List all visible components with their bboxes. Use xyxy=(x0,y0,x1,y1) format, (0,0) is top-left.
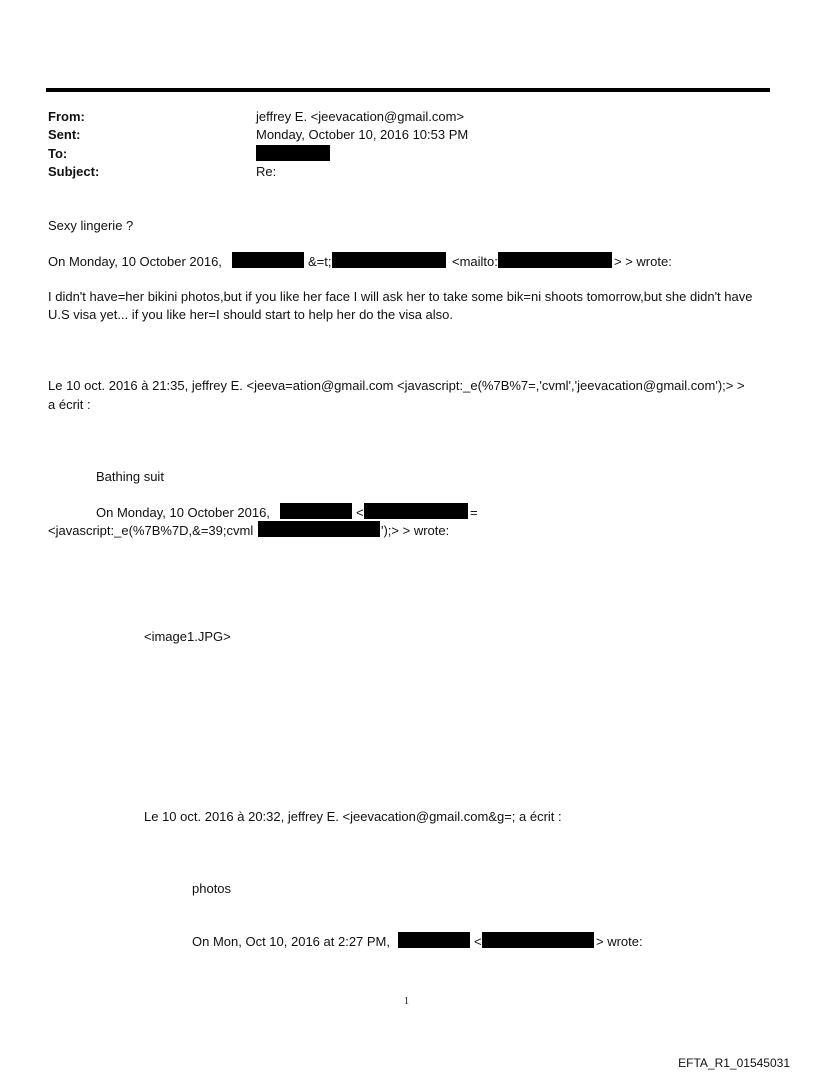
quote1-wrote: > > wrote: xyxy=(614,254,672,269)
subject-value: Re: xyxy=(256,164,277,179)
le1-line: Le 10 oct. 2016 à 21:35, jeffrey E. <jeeva=ation@gmail.com <javascript:_e(%7B%7=,'cvml','jeevacation@gmail.com');> > xyxy=(48,378,745,393)
quote3-lt: < xyxy=(474,934,482,949)
redaction-quote2-name xyxy=(280,503,352,519)
redaction-quote2-email xyxy=(364,503,468,519)
to-label: To: xyxy=(48,146,68,161)
sent-label: Sent: xyxy=(48,127,81,142)
header-rule xyxy=(46,88,770,92)
bathing-suit: Bathing suit xyxy=(96,469,164,484)
sent-value: Monday, October 10, 2016 10:53 PM xyxy=(256,127,469,142)
redaction-quote3-name xyxy=(398,932,470,948)
quote3-wrote: > wrote: xyxy=(596,934,643,949)
photos-line: photos xyxy=(192,881,232,896)
from-label: From: xyxy=(48,109,85,124)
redaction-to xyxy=(256,145,330,161)
body-paragraph: I didn't have=her bikini photos,but if you like her face I will ask her to take some bik=ni shoots tomorrow,but she didn't have U.S visa yet... if you like her=I should start to help her do the visa also. xyxy=(48,289,753,322)
quote3-prefix: On Mon, Oct 10, 2016 at 2:27 PM, xyxy=(192,934,390,949)
body-line-sexy: Sexy lingerie ? xyxy=(48,218,134,233)
le1-ecrit: a écrit : xyxy=(48,397,91,412)
quote1-prefix: On Monday, 10 October 2016, xyxy=(48,254,222,269)
quote1-mailto: <mailto: xyxy=(452,254,498,269)
quote1-entity: &=t; xyxy=(308,254,332,269)
redaction-quote3-email xyxy=(482,932,594,948)
quote2-prefix: On Monday, 10 October 2016, xyxy=(96,505,270,520)
quote2-wrote: ');> > wrote: xyxy=(381,523,450,538)
le2-line: Le 10 oct. 2016 à 20:32, jeffrey E. <jeevacation@gmail.com&g=; a écrit : xyxy=(144,809,562,824)
redaction-quote2-js xyxy=(258,521,380,537)
quote2-lt: < xyxy=(356,505,364,520)
footer-document-id: EFTA_R1_01545031 xyxy=(678,1056,790,1070)
quote2-eq: = xyxy=(470,505,478,520)
quote2-javascript: <javascript:_e(%7B%7D,&=39;cvml xyxy=(48,523,254,538)
page-number: 1 xyxy=(404,996,409,1007)
redaction-quote1-email xyxy=(332,252,446,268)
redaction-quote1-name xyxy=(232,252,304,268)
redaction-quote1-mailto xyxy=(498,252,612,268)
subject-label: Subject: xyxy=(48,164,100,179)
image-attachment: <image1.JPG> xyxy=(144,629,231,644)
from-value: jeffrey E. <jeevacation@gmail.com> xyxy=(256,109,465,124)
